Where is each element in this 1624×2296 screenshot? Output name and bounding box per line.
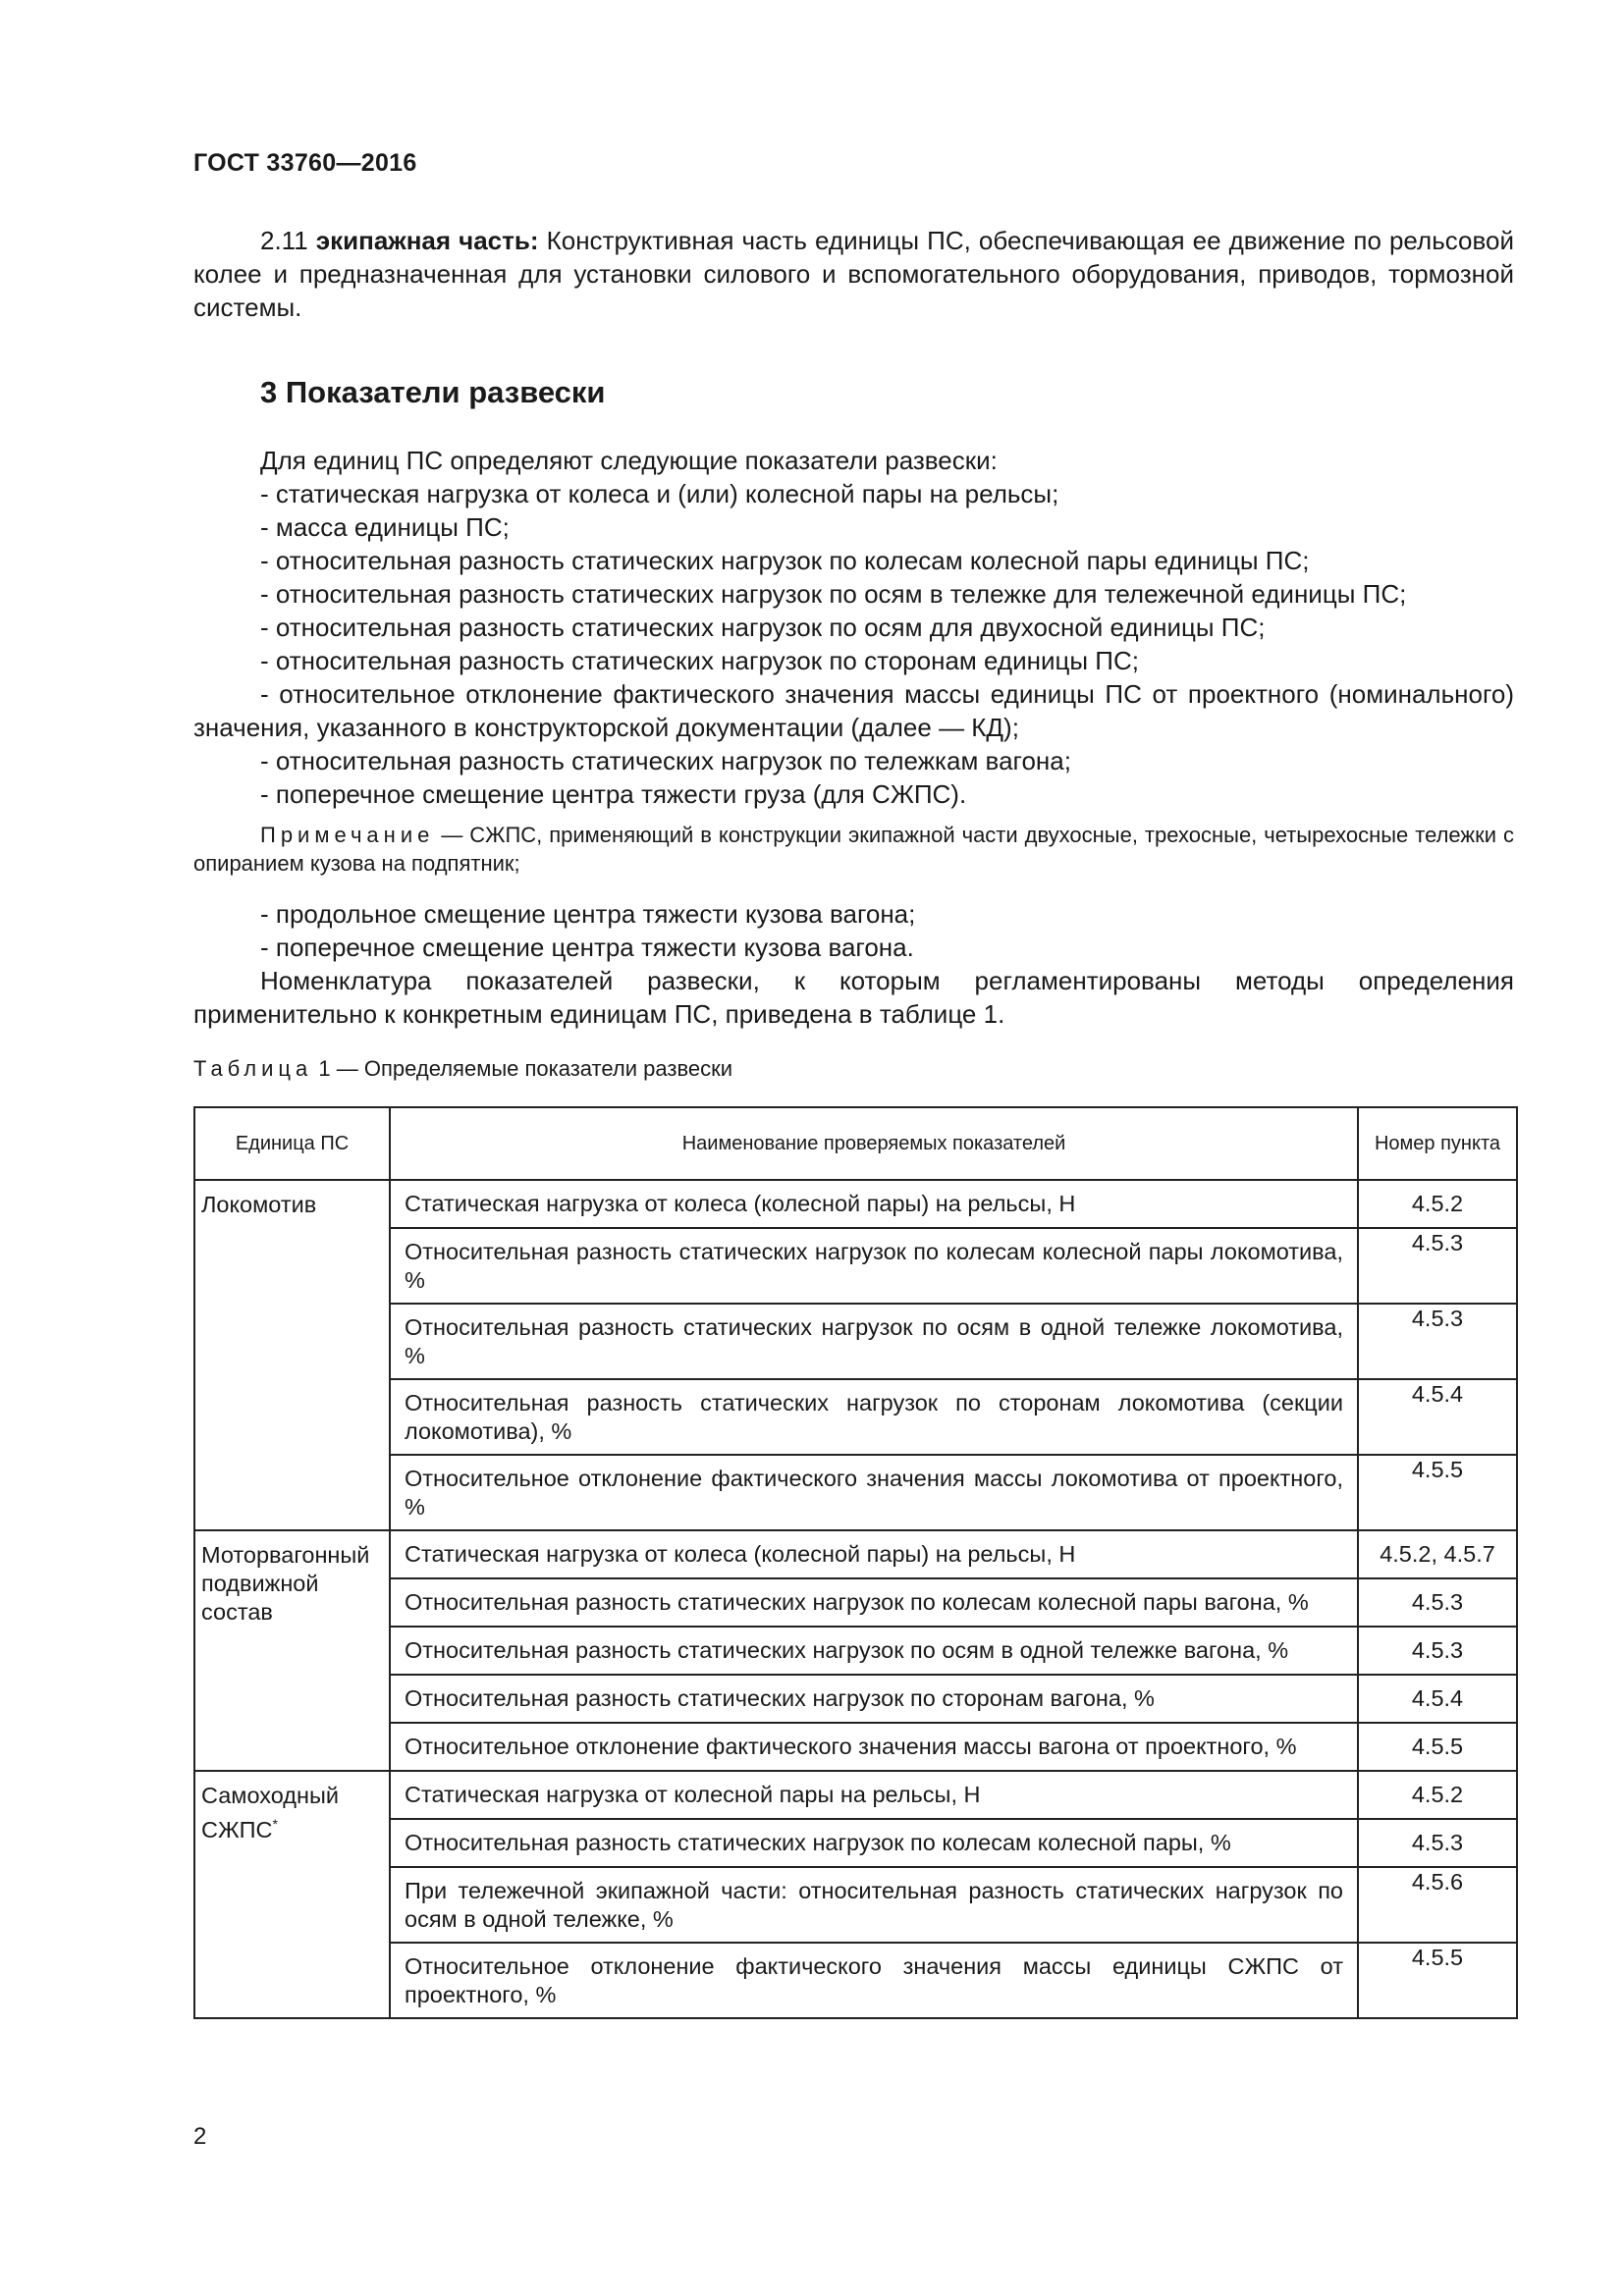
unit-cell-locomotive: Локомотив (194, 1180, 390, 1530)
table-caption-text: 1 — Определяемые показатели развески (318, 1056, 733, 1081)
table-row (194, 1627, 1517, 1675)
clause-cell: 4.5.3 (1358, 1627, 1517, 1675)
indicator-cell: Относительная разность статических нагрузок по колесам колесной пары вагона, % (390, 1578, 1358, 1627)
indicator-cell: Относительное отклонение фактического значения массы единицы СЖПС от проектного, % (390, 1943, 1358, 2018)
clause-cell: 4.5.5 (1358, 1455, 1517, 1530)
header-clause: Номер пункта (1358, 1107, 1517, 1180)
indicator-cell: Относительное отклонение фактического значения массы вагона от проектного, % (390, 1723, 1358, 1771)
clause-cell: 4.5.3 (1358, 1819, 1517, 1867)
clause-cell: 4.5.4 (1358, 1675, 1517, 1723)
clause-number: 2.11 (260, 226, 308, 255)
table-row (194, 1819, 1517, 1867)
table-row (194, 1943, 1517, 2018)
indicator-cell: Статическая нагрузка от колесной пары на рельсы, Н (390, 1771, 1358, 1819)
clause-cell: 4.5.2 (1358, 1180, 1517, 1228)
clause-cell: 4.5.3 (1358, 1304, 1517, 1379)
list-item: - продольное смещение центра тяжести кузова вагона; (260, 899, 916, 929)
indicators-list-continued (193, 897, 1514, 1031)
list-item: - поперечное смещение центра тяжести кузова вагона. (260, 933, 914, 962)
table-row (194, 1379, 1517, 1455)
table-row (194, 1530, 1517, 1578)
header-indicator: Наименование проверяемых показателей (390, 1107, 1358, 1180)
unit-cell-sjps (194, 1771, 390, 2018)
table-row (194, 1723, 1517, 1771)
closing-paragraph: Номенклатура показателей развески, к которым регламентированы методы определения применительно к конкретным единицам ПС, приведена в таблице 1. (193, 966, 1514, 1029)
document-header: ГОСТ 33760—2016 (193, 149, 417, 177)
clause-text: Конструктивная часть единицы ПС, обеспечивающая ее движение по рельсовой колее и предназначенная для установки силового и вспомогательного оборудования, приводов, тормозной системы. (193, 226, 1515, 322)
list-item: - относительная разность статических нагрузок по осям в тележке для тележечной единицы ПС; (260, 579, 1407, 609)
list-item: - масса единицы ПС; (260, 512, 510, 542)
clause-cell: 4.5.5 (1358, 1723, 1517, 1771)
clause-cell: 4.5.6 (1358, 1867, 1517, 1943)
indicator-cell: Относительная разность статических нагрузок по колесам колесной пары, % (390, 1819, 1358, 1867)
indicator-cell: Статическая нагрузка от колеса (колесной пары) на рельсы, Н (390, 1530, 1358, 1578)
table-row (194, 1304, 1517, 1379)
list-item: - относительная разность статических нагрузок по колесам колесной пары единицы ПС; (260, 546, 1310, 575)
clause-term: экипажная часть: (315, 226, 539, 255)
note-text: — СЖПС, применяющий в конструкции экипажной части двухосные, трехосные, четырехосные тележки с опиранием кузова на подпятник; (193, 823, 1514, 876)
indicator-cell: Статическая нагрузка от колеса (колесной пары) на рельсы, Н (390, 1180, 1358, 1228)
clause-2-11 (193, 224, 1514, 324)
table-caption-label: Таблица (193, 1056, 313, 1081)
table-row (194, 1771, 1517, 1819)
note (193, 821, 1514, 878)
note-label: Примечание (260, 823, 435, 847)
table-row (194, 1228, 1517, 1304)
table-row (194, 1180, 1517, 1228)
indicator-cell: Относительная разность статических нагрузок по осям в одной тележке вагона, % (390, 1627, 1358, 1675)
table-caption (193, 1056, 732, 1082)
unit-cell-emu: Моторвагонный подвижной состав (194, 1530, 390, 1771)
page-number: 2 (193, 2123, 207, 2150)
clause-cell: 4.5.2, 4.5.7 (1358, 1530, 1517, 1578)
list-item: - относительное отклонение фактического значения массы единицы ПС от проектного (номинального) значения, указанного в конструкторской документации (далее — КД); (193, 679, 1514, 742)
table-row (194, 1455, 1517, 1530)
clause-cell: 4.5.5 (1358, 1943, 1517, 2018)
indicator-cell: Относительная разность статических нагрузок по сторонам вагона, % (390, 1675, 1358, 1723)
table-row (194, 1578, 1517, 1627)
table-row (194, 1675, 1517, 1723)
list-item: - поперечное смещение центра тяжести груза (для СЖПС). (260, 779, 967, 809)
header-unit: Единица ПС (194, 1107, 390, 1180)
section-title: 3 Показатели развески (260, 375, 606, 409)
list-item: - относительная разность статических нагрузок по сторонам единицы ПС; (260, 646, 1139, 675)
indicator-cell: Относительная разность статических нагрузок по сторонам локомотива (секции локомотива), % (390, 1379, 1358, 1455)
footnote-mark: * (272, 1816, 278, 1832)
table-header-row (194, 1107, 1517, 1180)
list-intro: Для единиц ПС определяют следующие показатели развески: (260, 446, 998, 475)
unit-label: Самоходный СЖПС (201, 1783, 340, 1842)
clause-cell: 4.5.3 (1358, 1578, 1517, 1627)
indicator-cell: Относительная разность статических нагрузок по осям в одной тележке локомотива, % (390, 1304, 1358, 1379)
list-item: - статическая нагрузка от колеса и (или) колесной пары на рельсы; (260, 479, 1059, 508)
clause-cell: 4.5.4 (1358, 1379, 1517, 1455)
list-item: - относительная разность статических нагрузок по тележкам вагона; (260, 746, 1071, 775)
clause-cell: 4.5.2 (1358, 1771, 1517, 1819)
table-row (194, 1867, 1517, 1943)
list-item: - относительная разность статических нагрузок по осям для двухосной единицы ПС; (260, 613, 1266, 642)
clause-cell: 4.5.3 (1358, 1228, 1517, 1304)
indicator-cell: При тележечной экипажной части: относительная разность статических нагрузок по осям в одной тележке, % (390, 1867, 1358, 1943)
indicator-cell: Относительная разность статических нагрузок по колесам колесной пары локомотива, % (390, 1228, 1358, 1304)
indicators-list (193, 444, 1514, 811)
indicator-cell: Относительное отклонение фактического значения массы локомотива от проектного, % (390, 1455, 1358, 1530)
indicators-table (193, 1106, 1518, 2019)
